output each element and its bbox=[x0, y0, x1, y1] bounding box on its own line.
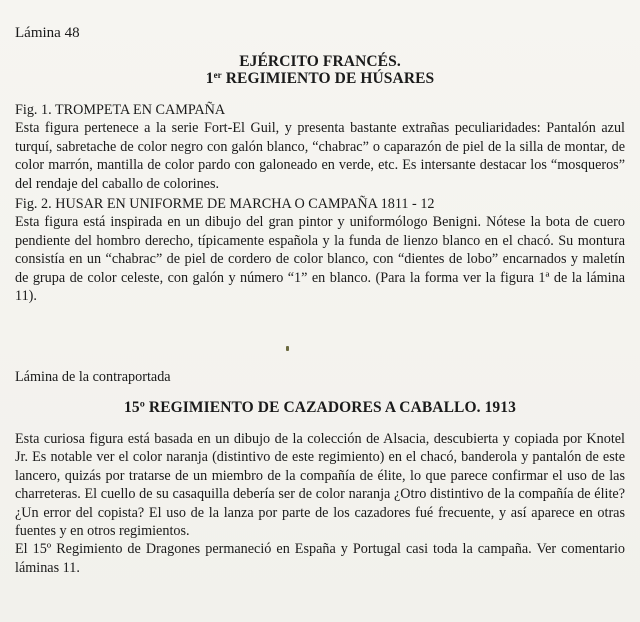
section2-paragraph-1: Esta curiosa figura está basada en un dibujo de la colección de Alsacia, descubierta y copiada por Knotel Jr. Es notable ver el color naranja (distintivo de este regimiento) en el chacó, banderola y pantalón de este lancero, quizás por tratarse de un miembro de la compañía de élite, lo que parece confirmar el uso de las charreteras. El cuello de su casaquilla debería ser de color naranja ¿Otro distintivo de la compañía de élite? ¿Un error del copista? El uso de la lanza por parte de los cazadores fué frecuente, y así aparece en otras fuentes y en otros regimientos. bbox=[15, 431, 625, 540]
fig2-heading: Fig. 2. HUSAR EN UNIFORME DE MARCHA O CAMPAÑA 1811 - 12 bbox=[15, 196, 435, 212]
fig2-body: Esta figura está inspirada en un dibujo del gran pintor y uniformólogo Benigni. Nótese la bota de cuero pendiente del hombro derecho, típicamente española y la funda de lienzo blanco en el chacó. Su montura consistía en un “chabrac” de piel de cordero de color blanco, con “dientes de lobo” encarnados y maletín de grupa de color celeste, con galón y número “1” en blanco. (Para la forma ver la figura 1ª de la lámina 11). bbox=[15, 214, 625, 305]
title-line-1: EJÉRCITO FRANCÉS. bbox=[239, 53, 401, 70]
contraportada-label: Lámina de la contraportada bbox=[15, 369, 171, 385]
section2-paragraph-2: El 15º Regimiento de Dragones permaneció en España y Portugal casi toda la campaña. Ver comentario láminas 11. bbox=[15, 541, 625, 576]
fig1-body: Esta figura pertenece a la serie Fort-El Guil, y presenta bastante extrañas peculiaridades: Pantalón azul turquí, sabretache de color negro con galón blanco, “chabrac” o caparazón de piel de la silla de montar, de color marrón, mantilla de color pardo con galoneado en verde, etc. Es intersante destacar los “mosqueros” del rendaje del caballo de colorines. bbox=[15, 120, 625, 192]
fig1-section bbox=[15, 101, 625, 193]
section2-title: 15º REGIMIENTO DE CAZADORES A CABALLO. 1913 bbox=[124, 399, 516, 416]
page-label: Lámina 48 bbox=[15, 25, 80, 41]
fig2-section bbox=[15, 195, 625, 305]
section2-body bbox=[15, 430, 625, 577]
speck-mark bbox=[286, 346, 289, 351]
fig1-heading: Fig. 1. TROMPETA EN CAMPAÑA bbox=[15, 102, 226, 118]
main-title bbox=[0, 53, 640, 87]
title-line-2: 1er REGIMIENTO DE HÚSARES bbox=[205, 70, 435, 87]
